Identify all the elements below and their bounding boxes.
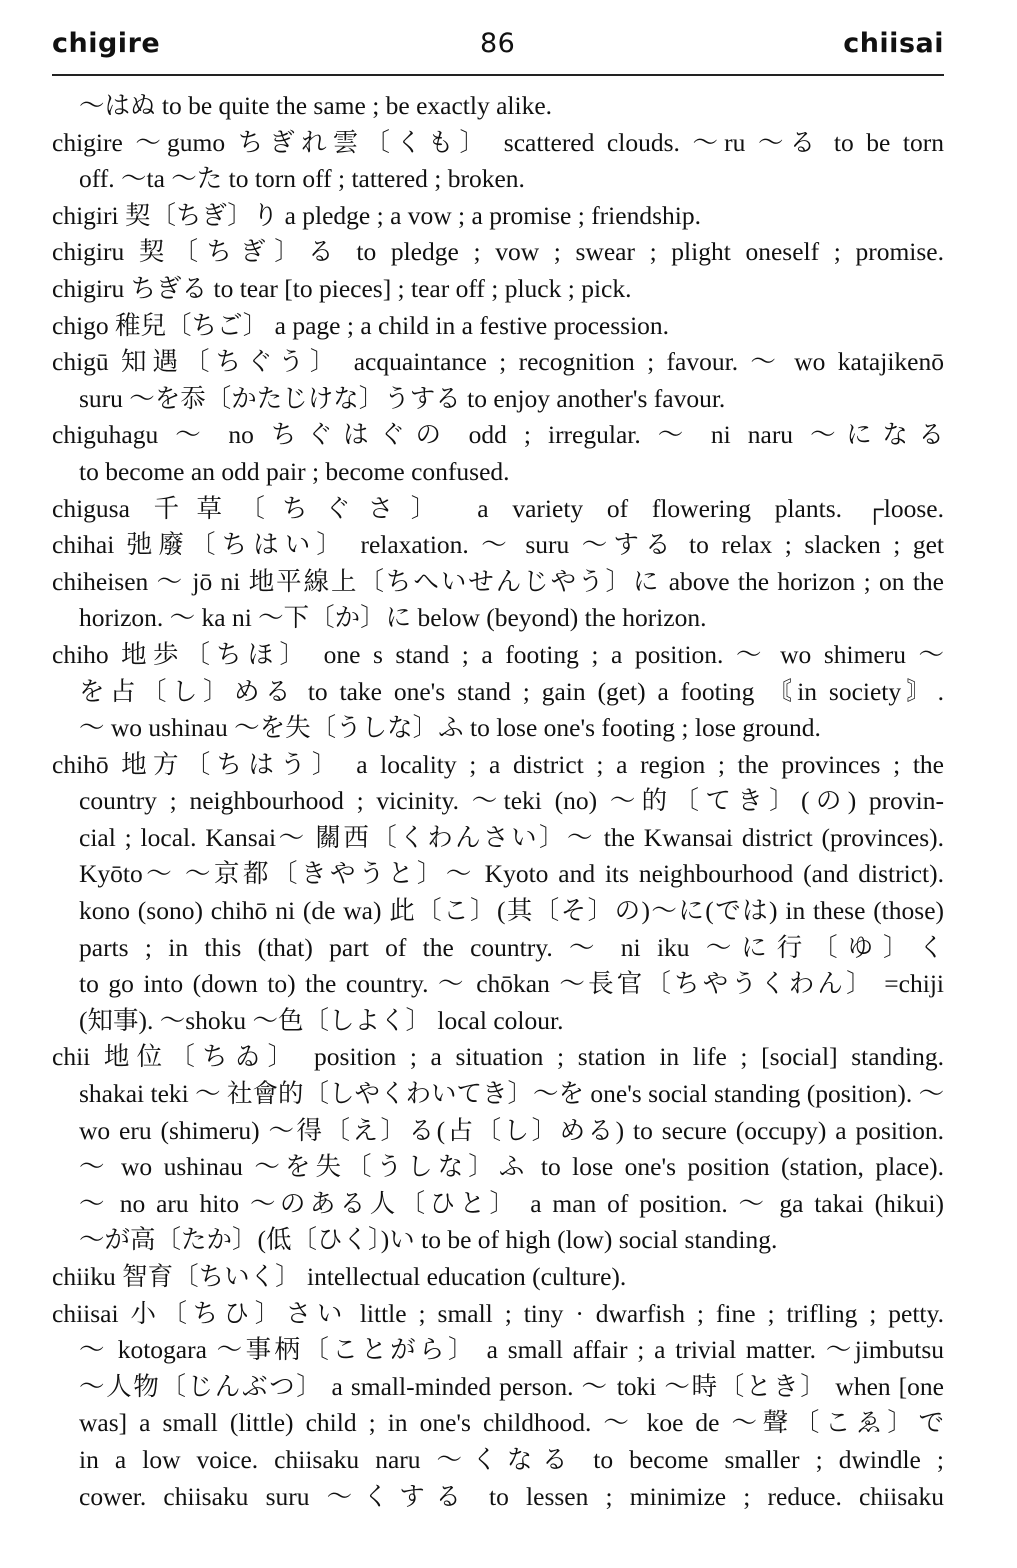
entry-line: ～ no aru hito ～のある人〔ひと〕 a man of position. ～ ga takai (hikui) [79,1188,944,1218]
entry-line: ～人物〔じんぶつ〕 a small-minded person. ～ toki ～時〔とき〕 when [one [79,1371,944,1401]
entry-line: shakai teki ～ 社會的〔しやくわいてき〕～を one's social standing (position). ～ [79,1079,944,1109]
entry-line: chiguhagu ～ no ちぐはぐの odd ; irregular. ～ ni naru ～になる [52,420,944,450]
entry-line: ～ kotogara ～事柄〔ことがら〕 a small affair ; a trivial matter. ～jimbutsu [79,1335,944,1365]
entry-line: kono (sono) chihō ni (de wa) 此〔こ〕(其〔そ〕の)～に(では) in these (those) [79,896,944,926]
entry-line: chiisai 小〔ちひ〕さい little ; small ; tiny · dwarfish ; fine ; trifling ; petty. [52,1298,944,1328]
entry-line: horizon. ～ ka ni ～下〔か〕に below (beyond) the horizon. [79,603,707,633]
entry-line: を占〔し〕める to take one's stand ; gain (get) a footing 〘in society〙. [79,676,944,706]
entry-line: chiho 地歩〔ちほ〕 one s stand ; a footing ; a position. ～ wo shimeru ～ [52,639,944,669]
entry-line: ～ wo ushinau ～を失〔うしな〕ふ to lose one's footing ; lose ground. [79,713,821,743]
right-guide-word: chiisai [843,28,944,59]
entry-line: chii 地位〔ちゐ〕 position ; a situation ; station in life ; [social] standing. [52,1042,944,1072]
entry-line: country ; neighbourhood ; vicinity. ～teki (no) ～的〔てき〕(の) provin- [79,786,944,816]
entry-line: ～が高〔たか〕(低〔ひく〕)い to be of high (low) social standing. [79,1225,778,1255]
header-rule [52,74,944,76]
entry-line: ～ wo ushinau ～を失〔うしな〕ふ to lose one's position (station, place). [79,1152,944,1182]
entry-line: ～はぬ to be quite the same ; be exactly alike. [79,91,553,120]
entry-line: chigiri 契〔ちぎ〕り a pledge ; a vow ; a promise ; friendship. [52,200,701,230]
entry-line: to go into (down to) the country. ～ chōkan ～長官〔ちやうくわん〕 =chiji [79,969,944,999]
entry-line: to become an odd pair ; become confused. [79,456,510,486]
entry-line: in a low voice. chiisaku naru ～くなる to become smaller ; dwindle ; [79,1444,944,1474]
left-guide-word: chigire [52,28,161,59]
entry-line: chiheisen ～ jō ni 地平線上〔ちへいせんじやう〕に above the horizon ; on the [52,566,944,596]
entry-line: chigusa 千草〔ちぐさ〕 a variety of flowering plants. ┌loose. [52,493,944,523]
entry-line: chihai 弛廢〔ちはい〕 relaxation. ～ suru ～する to relax ; slacken ; get [52,530,944,560]
entry-line: chigo 稚兒〔ちご〕 a page ; a child in a festive procession. [52,310,670,340]
page-number: 86 [480,28,516,59]
page-header [52,28,944,72]
entry-line: chihō 地方〔ちはう〕 a locality ; a district ; a region ; the provinces ; the [52,749,944,779]
entry-line: suru ～を忝〔かたじけな〕うする to enjoy another's favour. [79,383,726,413]
entry-line: Kyōto～ ～京都〔きやうと〕～ Kyoto and its neighbourhood (and district). [79,859,944,889]
entry-line: parts ; in this (that) part of the country. ～ ni iku ～に行〔ゆ〕く [79,932,944,962]
entry-line: wo eru (shimeru) ～得〔え〕る(占〔し〕める) to secure (occupy) a position. [79,1115,944,1145]
entry-line: off. ～ta ～た to torn off ; tattered ; broken. [79,164,525,194]
entry-line: chigire ～gumo ちぎれ雲〔くも〕 scattered clouds. ～ru ～る to be torn [52,127,944,157]
entry-line: chigiru 契〔ちぎ〕る to pledge ; vow ; swear ; plight oneself ; promise. [52,237,944,267]
entry-line: cial ; local. Kansai～ 關西〔くわんさい〕～ the Kwansai district (provinces). [79,822,944,852]
entry-line: (知事). ～shoku ～色〔しよく〕 local colour. [79,1005,564,1035]
dictionary-body [52,88,944,1515]
entry-line: chigiru ちぎる to tear [to pieces] ; tear off ; pluck ; pick. [52,273,632,303]
entry-line: chigū 知遇〔ちぐう〕 acquaintance ; recognition ; favour. ～ wo katajikenō [52,347,944,377]
entry-line: cower. chiisaku suru ～くする to lessen ; minimize ; reduce. chiisaku [79,1481,944,1511]
entry-line: chiiku 智育〔ちいく〕 intellectual education (culture). [52,1262,627,1291]
entry-line: was] a small (little) child ; in one's childhood. ～ koe de ～聲〔こゑ〕で [79,1408,944,1438]
